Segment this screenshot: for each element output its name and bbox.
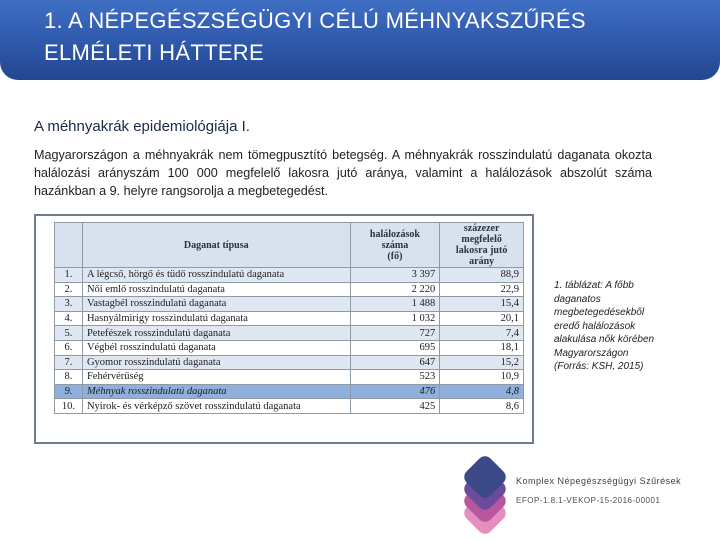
section-subtitle: A méhnyakrák epidemiológiája I. xyxy=(34,118,250,135)
header-death-count: halálozások száma (fő) xyxy=(350,223,440,268)
row-death-count: 523 xyxy=(350,370,440,385)
table-row xyxy=(55,399,524,414)
layered-diamond-logo-icon xyxy=(454,452,514,540)
row-rate: 22,9 xyxy=(440,282,524,297)
table-row xyxy=(55,297,524,312)
header-rate: százezer megfelelő lakosra jutó arány xyxy=(440,223,524,268)
program-logo xyxy=(454,452,720,540)
row-death-count: 3 397 xyxy=(350,268,440,283)
row-index: 5. xyxy=(55,326,83,341)
row-index: 8. xyxy=(55,370,83,385)
row-cancer-type: Vastagbél rosszindulatú daganata xyxy=(82,297,350,312)
table-row xyxy=(55,282,524,297)
row-index: 9. xyxy=(55,384,83,399)
row-rate: 18,1 xyxy=(440,340,524,355)
row-rate: 10,9 xyxy=(440,370,524,385)
row-cancer-type: Fehérvérűség xyxy=(82,370,350,385)
row-death-count: 476 xyxy=(350,384,440,399)
table-row xyxy=(55,326,524,341)
table-header-row xyxy=(55,223,524,268)
row-death-count: 647 xyxy=(350,355,440,370)
row-cancer-type: Petefészek rosszindulatú daganata xyxy=(82,326,350,341)
row-death-count: 727 xyxy=(350,326,440,341)
row-index: 4. xyxy=(55,311,83,326)
table-row xyxy=(55,355,524,370)
row-cancer-type: Gyomor rosszindulatú daganata xyxy=(82,355,350,370)
caption-line: 1. táblázat: A főbb xyxy=(554,280,634,291)
row-death-count: 695 xyxy=(350,340,440,355)
caption-line: megbetegedésekből xyxy=(554,307,645,318)
row-rate: 4,8 xyxy=(440,384,524,399)
row-index: 7. xyxy=(55,355,83,370)
table-row xyxy=(55,268,524,283)
caption-line: (Forrás: KSH, 2015) xyxy=(554,361,644,372)
caption-line: daganatos xyxy=(554,293,601,305)
logo-program-code: EFOP-1.8.1-VEKOP-15-2016-00001 xyxy=(516,496,661,505)
title-banner xyxy=(0,0,720,80)
header-cancer-type: Daganat típusa xyxy=(82,223,350,268)
row-death-count: 1 488 xyxy=(350,297,440,312)
caption-line: alakulása nők körében xyxy=(554,334,655,345)
row-death-count: 425 xyxy=(350,399,440,414)
row-cancer-type: Méhnyak rosszindulatú daganata xyxy=(82,384,350,399)
table-row xyxy=(55,340,524,355)
row-rate: 8,6 xyxy=(440,399,524,414)
row-cancer-type: Végbél rosszindulatú daganata xyxy=(82,340,350,355)
row-rate: 88,9 xyxy=(440,268,524,283)
table-image-frame xyxy=(34,214,534,444)
row-cancer-type: Hasnyálmirigy rosszindulatú daganata xyxy=(82,311,350,326)
row-index: 1. xyxy=(55,268,83,283)
row-index: 10. xyxy=(55,399,83,414)
row-rate: 7,4 xyxy=(440,326,524,341)
row-index: 2. xyxy=(55,282,83,297)
cancer-mortality-table xyxy=(54,222,524,414)
row-rate: 15,4 xyxy=(440,297,524,312)
row-index: 6. xyxy=(55,340,83,355)
header-index xyxy=(55,223,83,268)
page-title-line-2: ELMÉLETI HÁTTERE xyxy=(44,40,264,65)
table-row-highlighted xyxy=(55,384,524,399)
row-rate: 20,1 xyxy=(440,311,524,326)
table-caption xyxy=(554,279,684,374)
row-index: 3. xyxy=(55,297,83,312)
row-death-count: 2 220 xyxy=(350,282,440,297)
row-cancer-type: A légcső, hörgő és tüdő rosszindulatú daganata xyxy=(82,268,350,283)
section-body-text: Magyarországon a méhnyakrák nem tömegpusztító betegség. A méhnyakrák rosszindulatú daganata okozta halálozási arányszám 100 000 megfelelő lakosra jutó aránya, valamint a halálozások abszolút száma hazánkban a 9. helyre rangsorolja a megbetegedést. xyxy=(34,148,652,198)
caption-line: Magyarországon xyxy=(554,347,629,359)
table-row xyxy=(55,311,524,326)
logo-program-name: Komplex Népegészségügyi Szűrések xyxy=(516,476,682,486)
page-title-line-1: 1. A NÉPEGÉSZSÉGÜGYI CÉLÚ MÉHNYAKSZŰRÉS xyxy=(44,8,586,33)
row-rate: 15,2 xyxy=(440,355,524,370)
row-cancer-type: Nyirok- és vérképző szövet rosszindulatú daganata xyxy=(82,399,350,414)
table-row xyxy=(55,370,524,385)
row-cancer-type: Női emlő rosszindulatú daganata xyxy=(82,282,350,297)
row-death-count: 1 032 xyxy=(350,311,440,326)
caption-line: eredő halálozások xyxy=(554,320,636,332)
